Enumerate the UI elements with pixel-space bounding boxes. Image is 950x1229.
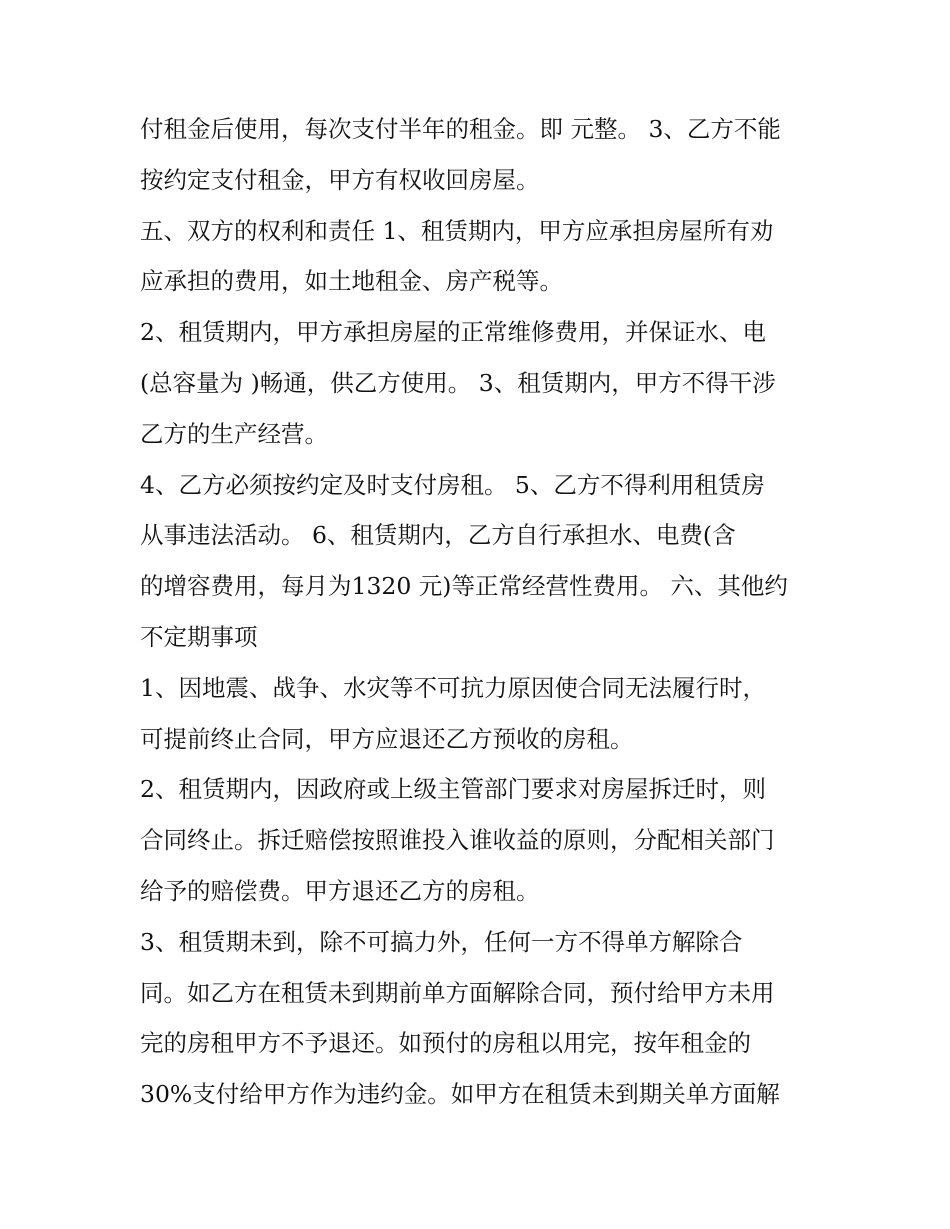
text-line: 可提前终止合同，甲方应退还乙方预收的房租。 (140, 724, 634, 753)
text-line: 应承担的费用，如土地租金、房产税等。 (140, 267, 563, 296)
text-line: 同。如乙方在租赁未到期前单方面解除合同，预付给甲方未用 (140, 978, 775, 1007)
contract-text (140, 104, 830, 1120)
text-line: 3、租赁期未到，除不可搞力外，任何一方不得单方解除合 (140, 927, 743, 956)
text-line: 从事违法活动。 6、租赁期内，乙方自行承担水、电费(含 (140, 521, 736, 550)
text-line: 2、租赁期内，因政府或上级主管部门要求对房屋拆迁时，则 (140, 775, 766, 804)
text-line: 2、租赁期内，甲方承担房屋的正常维修费用，并保证水、电 (140, 318, 766, 347)
text-line: 五、双方的权利和责任 1、租赁期内，甲方应承担房屋所有劝 (140, 216, 774, 245)
text-line: 乙方的生产经营。 (140, 419, 328, 448)
text-line: 完的房租甲方不予退还。如预付的房租以用完，按年租金的 (140, 1029, 751, 1058)
text-line: 合同终止。拆迁赔偿按照谁投入谁收益的原则，分配相关部门 (140, 826, 775, 855)
text-line: 1、因地震、战争、水灾等不可抗力原因使合同无法履行时， (140, 673, 766, 702)
text-line: 的增容费用，每月为1320 元)等正常经营性费用。 六、其他约 (140, 572, 788, 601)
text-line: (总容量为 )畅通，供乙方使用。 3、租赁期内，甲方不得干涉 (140, 368, 776, 397)
text-line: 不定期事项 (140, 622, 258, 651)
text-line: 给予的赔偿费。甲方退还乙方的房租。 (140, 876, 540, 905)
text-line: 4、乙方必须按约定及时支付房租。 5、乙方不得利用租赁房 (140, 470, 765, 499)
text-line: 付租金后使用，每次支付半年的租金。即 元整。 3、乙方不能 (140, 115, 781, 143)
text-line: 30%支付给甲方作为违约金。如甲方在租赁未到期关单方面解 (140, 1080, 780, 1109)
text-line: 按约定支付租金，甲方有权收回房屋。 (140, 165, 540, 194)
